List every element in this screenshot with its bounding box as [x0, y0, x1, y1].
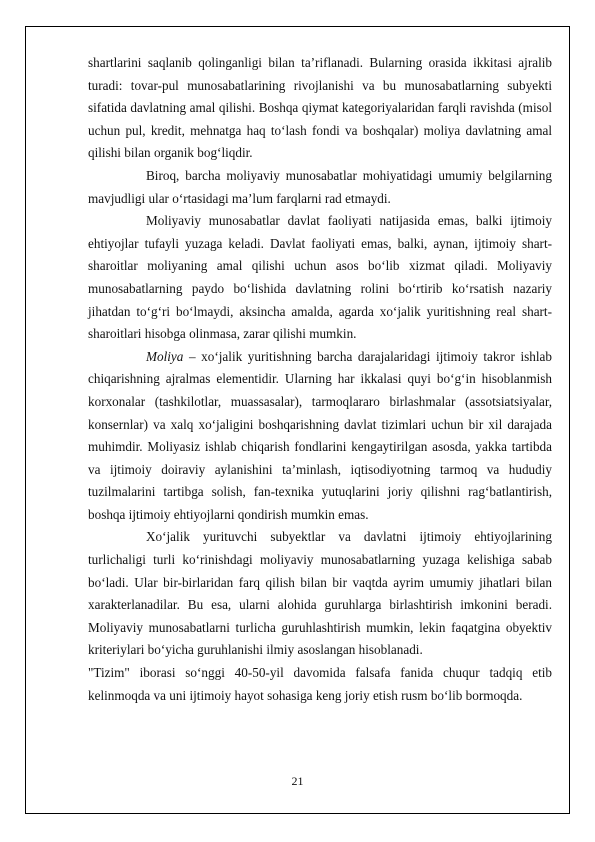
paragraph-1: shartlarini saqlanib qolinganligi bilan ta’riflanadi. Bularning orasida ikkitasi ajralib turadi: tovar-pul munosabatlarining rivojlanishi va bu munosabatlarning subyekti sifatida davlatning amal qilishi. Boshqa qiymat kategoriyalaridan farqli ravishda (misol uchun pul, kredit, mehnatga haq to‘lash fondi va boshqalar) moliya davlatning amal qilishi bilan organik bog‘liqdir.	[88, 55, 552, 161]
paragraph-4-text: – xo‘jalik yuritishning barcha darajalaridagi ijtimoiy takror ishlab chiqarishning ajralmas elementidir. Ularning har ikkalasi quyi bo‘g‘in hisoblanmish korxonalar (tashkilotlar, muassasalar), tarmoqlararo birlashmalar (assotsiatsiyalar, konsernlar) va xalq xo‘jaligini boshqarishning davlat tizimlari uchun bir xil darajada muhimdir. Moliyasiz ishlab chiqarish fondlarini kengaytirilgan asosda, yakka tartibda va ijtimoiy doiraviy aylanishini ta’minlash, iqtisodiyotning tarmoq va hududiy tuzilmalarini tartibga solish, fan-texnika yutuqlarini joriy qilishni rag‘batlantirish, boshqa ijtimoiy ehtiyojlarni qondirish mumkin emas.	[88, 348, 552, 522]
paragraph-2: Biroq, barcha moliyaviy munosabatlar mohiyatidagi umumiy belgilarning mavjudligi ular o‘rtasidagi ma’lum farqlarni rad etmaydi.	[88, 167, 552, 206]
page-number: 21	[291, 774, 304, 788]
document-body	[88, 52, 552, 707]
italic-term-moliya: Moliya	[146, 348, 184, 364]
paragraph-5: Xo‘jalik yurituvchi subyektlar va davlatni ijtimoiy ehtiyojlarining turlichaligi turli ko‘rinishdagi moliyaviy munosabatlarning yuzaga kelishiga sabab bo‘ladi. Ular bir-birlaridan farq qilish bilan bir vaqtda ayrim umumiy jihatlari bilan xarakterlanadilar. Bu esa, ularni alohida guruhlarga birlashtirish imkonini beradi. Moliyaviy munosabatlarni turlicha guruhlashtirish mumkin, lekin faqatgina obyektiv kriteriylari bo‘yicha guruhlanishi ilmiy asoslangan hisoblanadi.	[88, 529, 552, 658]
paragraph-6: "Tizim" iborasi so‘nggi 40-50-yil davomida falsafa fanida chuqur tadqiq etib kelinmoqda va uni ijtimoiy hayot sohasiga keng joriy etish rusm bo‘lib bormoqda.	[88, 665, 552, 703]
paragraph-4	[88, 346, 552, 527]
paragraph-3: Moliyaviy munosabatlar davlat faoliyati natijasida emas, balki ijtimoiy ehtiyojlar tufayli yuzaga keladi. Davlat faoliyati emas, balki, aynan, ijtimoiy shart-sharoitlar moliyaning amal qilishi uchun asos bo‘lib xizmat qiladi. Moliyaviy munosabatlarning paydo bo‘lishida davlatning rolini bo‘rtirib ko‘rsatish nazariy jihatdan to‘g‘ri bo‘lmaydi, aksincha amalda, agarda xo‘jalik yuritishning real shart-sharoitlari hisobga olinmasa, zarar qilishi mumkin.	[88, 213, 552, 342]
